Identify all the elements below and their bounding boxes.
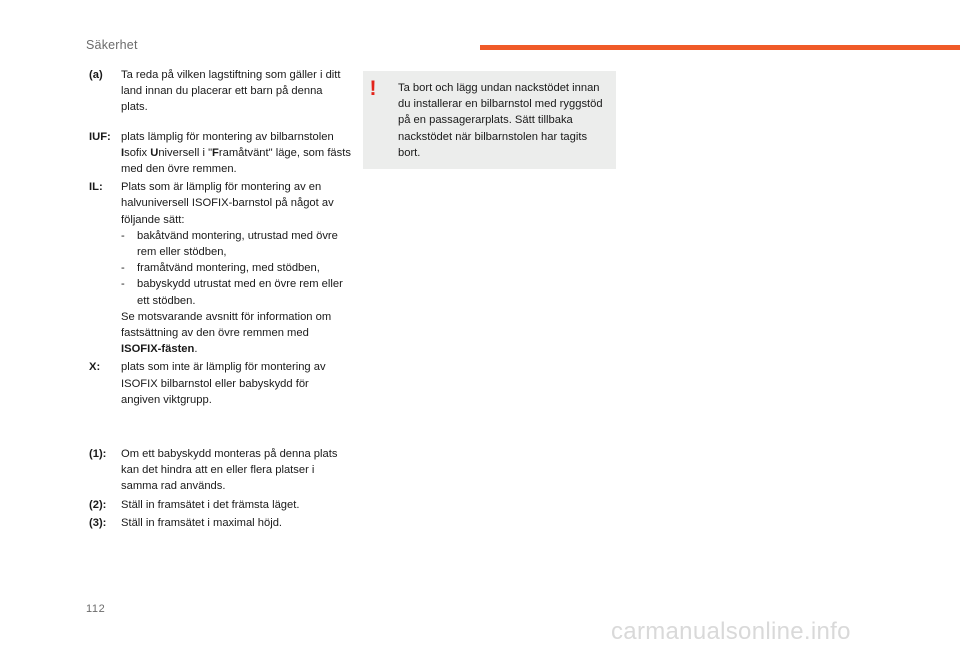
- note-text: Ställ in framsätet i det främsta läget.: [121, 498, 300, 511]
- note-term: (3):: [89, 516, 107, 529]
- note-term: (2):: [89, 498, 107, 511]
- definition-text: plats lämplig för montering av bilbarnstolen Isofix Universell i "Framåtvänt" läge, som fästs med den övre remmen.: [121, 130, 351, 176]
- note-term: (1):: [89, 448, 107, 461]
- definition-text: Ta reda på vilken lagstiftning som gäller i ditt land innan du placerar ett barn på denna plats.: [121, 69, 341, 114]
- watermark: carmanualsonline.info: [611, 618, 851, 645]
- note-1: [89, 446, 351, 495]
- warning-box: [363, 71, 616, 169]
- page-number: 112: [86, 603, 106, 615]
- list-item: - bakåtvänd montering, utrustad med övre rem eller stödben,: [121, 229, 338, 259]
- list-item: - babyskydd utrustat med en övre rem eller ett stödben.: [121, 278, 343, 307]
- definition-iuf: [89, 129, 351, 178]
- definitions-column: [89, 67, 351, 531]
- definition-x: [89, 359, 351, 408]
- definition-term: (a): [89, 69, 103, 81]
- definition-il: [89, 179, 351, 357]
- note-text: Om ett babyskydd monteras på denna plats kan det hindra att en eller flera platser i samma rad används.: [121, 448, 338, 493]
- definition-term: X:: [89, 361, 101, 374]
- definition-outro: Se motsvarande avsnitt för information om fastsättning av den övre remmen med ISOFIX-fästen.: [121, 310, 332, 356]
- section-accent-rule: [480, 45, 960, 50]
- note-3: [89, 515, 351, 531]
- definition-intro: Plats som är lämplig för montering av en halvuniversell ISOFIX-barnstol på något av följande sätt:: [121, 181, 334, 226]
- definition-a: [89, 67, 351, 116]
- definition-term: IUF:: [89, 130, 111, 143]
- section-title: Säkerhet: [86, 38, 138, 52]
- list-item: - framåtvänd montering, med stödben,: [121, 262, 320, 275]
- note-2: [89, 497, 351, 513]
- definition-text: plats som inte är lämplig för montering av ISOFIX bilbarnstol eller babyskydd för angiven viktgrupp.: [121, 361, 326, 406]
- definition-term: IL:: [89, 181, 103, 194]
- definition-text: [121, 179, 351, 357]
- isofix-reference[interactable]: ISOFIX-fästen: [121, 343, 195, 356]
- warning-exclamation-icon: !: [369, 77, 377, 100]
- note-text: Ställ in framsätet i maximal höjd.: [121, 516, 283, 529]
- warning-text: Ta bort och lägg undan nackstödet innan du installerar en bilbarnstol med ryggstöd på en passagerarplats. Sätt tillbaka nackstödet när bilbarnstolen har tagits bort.: [398, 82, 603, 159]
